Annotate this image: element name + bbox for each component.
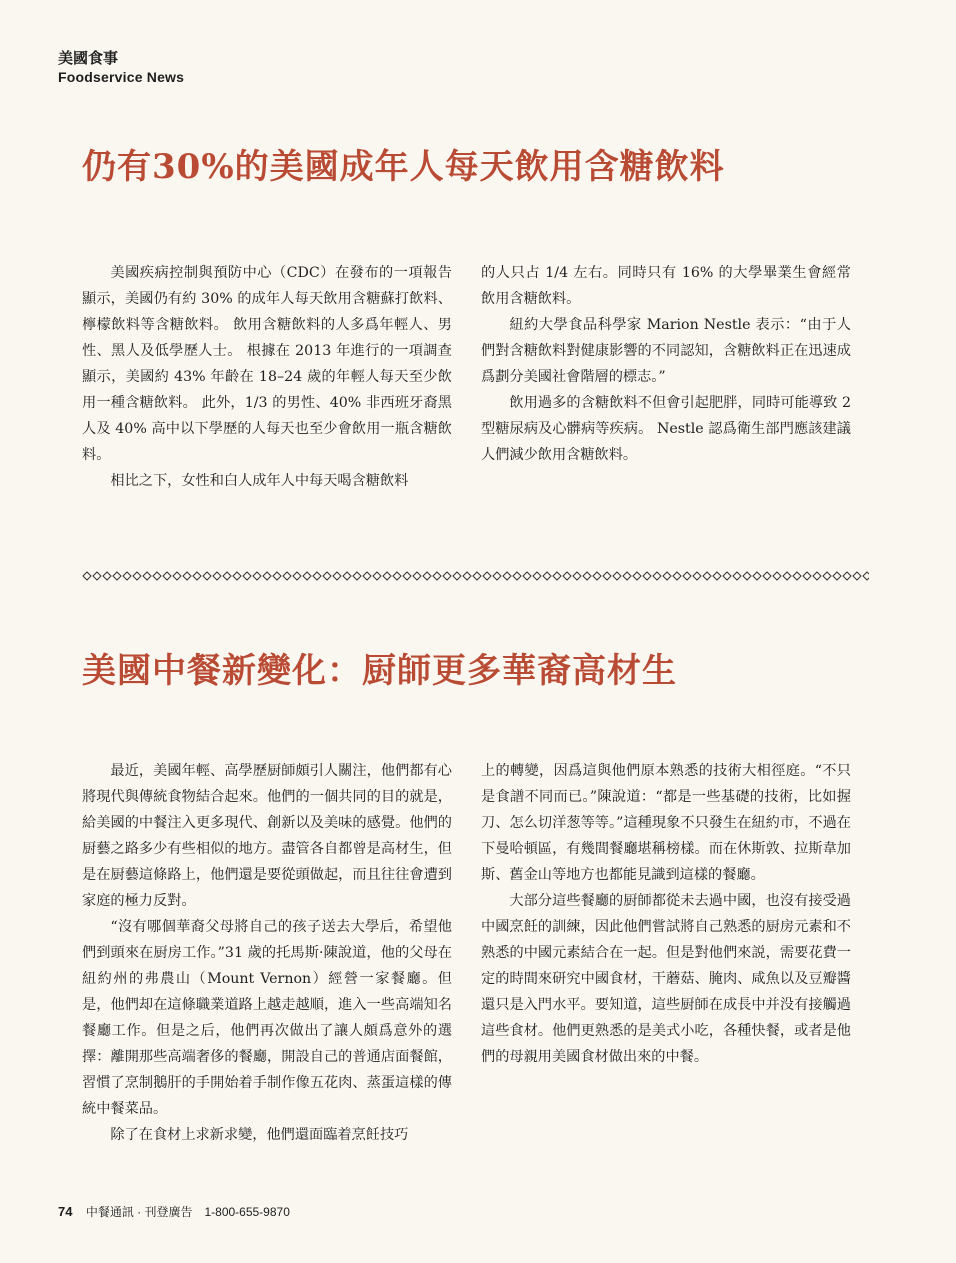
article1-paragraph: 美國疾病控制與預防中心（CDC）在發布的一項報告顯示，美國仍有約 30% 的成年人每天飲用含糖蘇打飲料、檸檬飲料等含糖飲料。 飲用含糖飲料的人多爲年輕人、男性、黑人及低學歷人士。 根據在 2013 年進行的一項調查顯示，美國約 43% 年齡在 18–24 歲的年輕人每天至少飲用一種含糖飲料。 此外，1/3 的男性、40% 非西班牙裔黑人及 40% 高中以下學歷的人每天也至少會飲用一瓶含糖飲料。 — [82, 265, 452, 463]
section-title-en: Foodservice News — [58, 69, 185, 85]
article1-paragraph: 相比之下，女性和白人成年人中每天喝含糖飲料 — [110, 473, 409, 489]
article2-paragraph: 大部分這些餐廳的厨師都從未去過中國，也沒有接受過中國烹飪的訓練，因此他們嘗試將自己熟悉的厨房元素和不熟悉的中國元素結合在一起。但是對他們來説，需要花費一定的時間來研究中國食材，干蘑菇、腌肉、咸魚以及豆瓣醬還只是入門水平。要知道，這些厨師在成長中并没有接觸過這些食材。他們更熟悉的是美式小吃，各種快餐，或者是他們的母親用美國食材做出來的中餐。 — [481, 893, 851, 1065]
article1-title: 仍有30%的美國成年人每天飲用含糖飲料 — [82, 147, 725, 187]
article2-paragraph: “沒有哪個華裔父母將自己的孩子送去大學后，希望他們到頭來在厨房工作。”31 歲的托馬斯·陳說道，他的父母在紐約州的弗農山（Mount Vernon）經營一家餐廳。但是，他們却在這條職業道路上越走越順，進入一些高端知名餐廳工作。但是之后，他們再次做出了讓人頗爲意外的選擇：離開那些高端奢侈的餐廳，開設自己的普通店面餐館，習慣了烹制鵝肝的手開始着手制作像五花肉、蒸蛋這樣的傳統中餐菜品。 — [82, 919, 452, 1117]
article1-right-column — [481, 260, 851, 468]
footer-text: 中餐通訊 · 刊登廣告 1-800-655-9870 — [85, 1205, 290, 1219]
page-number: 74 — [58, 1204, 73, 1219]
section-header — [58, 50, 184, 86]
article2-left-column — [82, 758, 452, 1148]
article2-paragraph: 上的轉變，因爲這與他們原本熟悉的技術大相徑庭。“不只是食譜不同而已。”陳說道：“都是一些基礎的技術，比如握刀、怎么切洋葱等等。”這種現象不只發生在紐約市，不過在下曼哈頓區，有幾間餐廳堪稱榜樣。而在休斯敦、拉斯韋加斯、舊金山等地方也都能見識到這樣的餐廳。 — [481, 763, 851, 883]
section-title-cn: 美國食事 — [58, 50, 119, 67]
article2-paragraph: 除了在食材上求新求變，他們還面臨着烹飪技巧 — [110, 1127, 409, 1143]
article2-paragraph: 最近，美國年輕、高學歷厨師頗引人關注，他們都有心將現代與傳統食物結合起來。他們的一個共同的目的就是，給美國的中餐注入更多現代、創新以及美味的感覺。他們的厨藝之路多少有些相似的地方。盡管各自都曾是高材生，但是在厨藝這條路上，他們還是要從頭做起，而且往往會遭到家庭的極力反對。 — [82, 763, 452, 909]
article2-title: 美國中餐新變化：厨師更多華裔高材生 — [82, 651, 677, 691]
article1-paragraph: 飲用過多的含糖飲料不但會引起肥胖，同時可能導致 2 型糖尿病及心髒病等疾病。 Nestle 認爲衛生部門應該建議人們減少飲用含糖飲料。 — [481, 395, 851, 463]
article1-paragraph: 紐約大學食品科學家 Marion Nestle 表示：“由于人們對含糖飲料對健康影響的不同認知，含糖飲料正在迅速成爲劃分美國社會階層的標志。” — [481, 317, 851, 385]
article1-paragraph: 的人只占 1/4 左右。同時只有 16% 的大學畢業生會經常飲用含糖飲料。 — [481, 265, 851, 307]
article1-left-column — [82, 260, 452, 494]
diamond-divider — [82, 568, 869, 584]
article2-right-column — [481, 758, 851, 1070]
page-footer — [58, 1203, 290, 1220]
